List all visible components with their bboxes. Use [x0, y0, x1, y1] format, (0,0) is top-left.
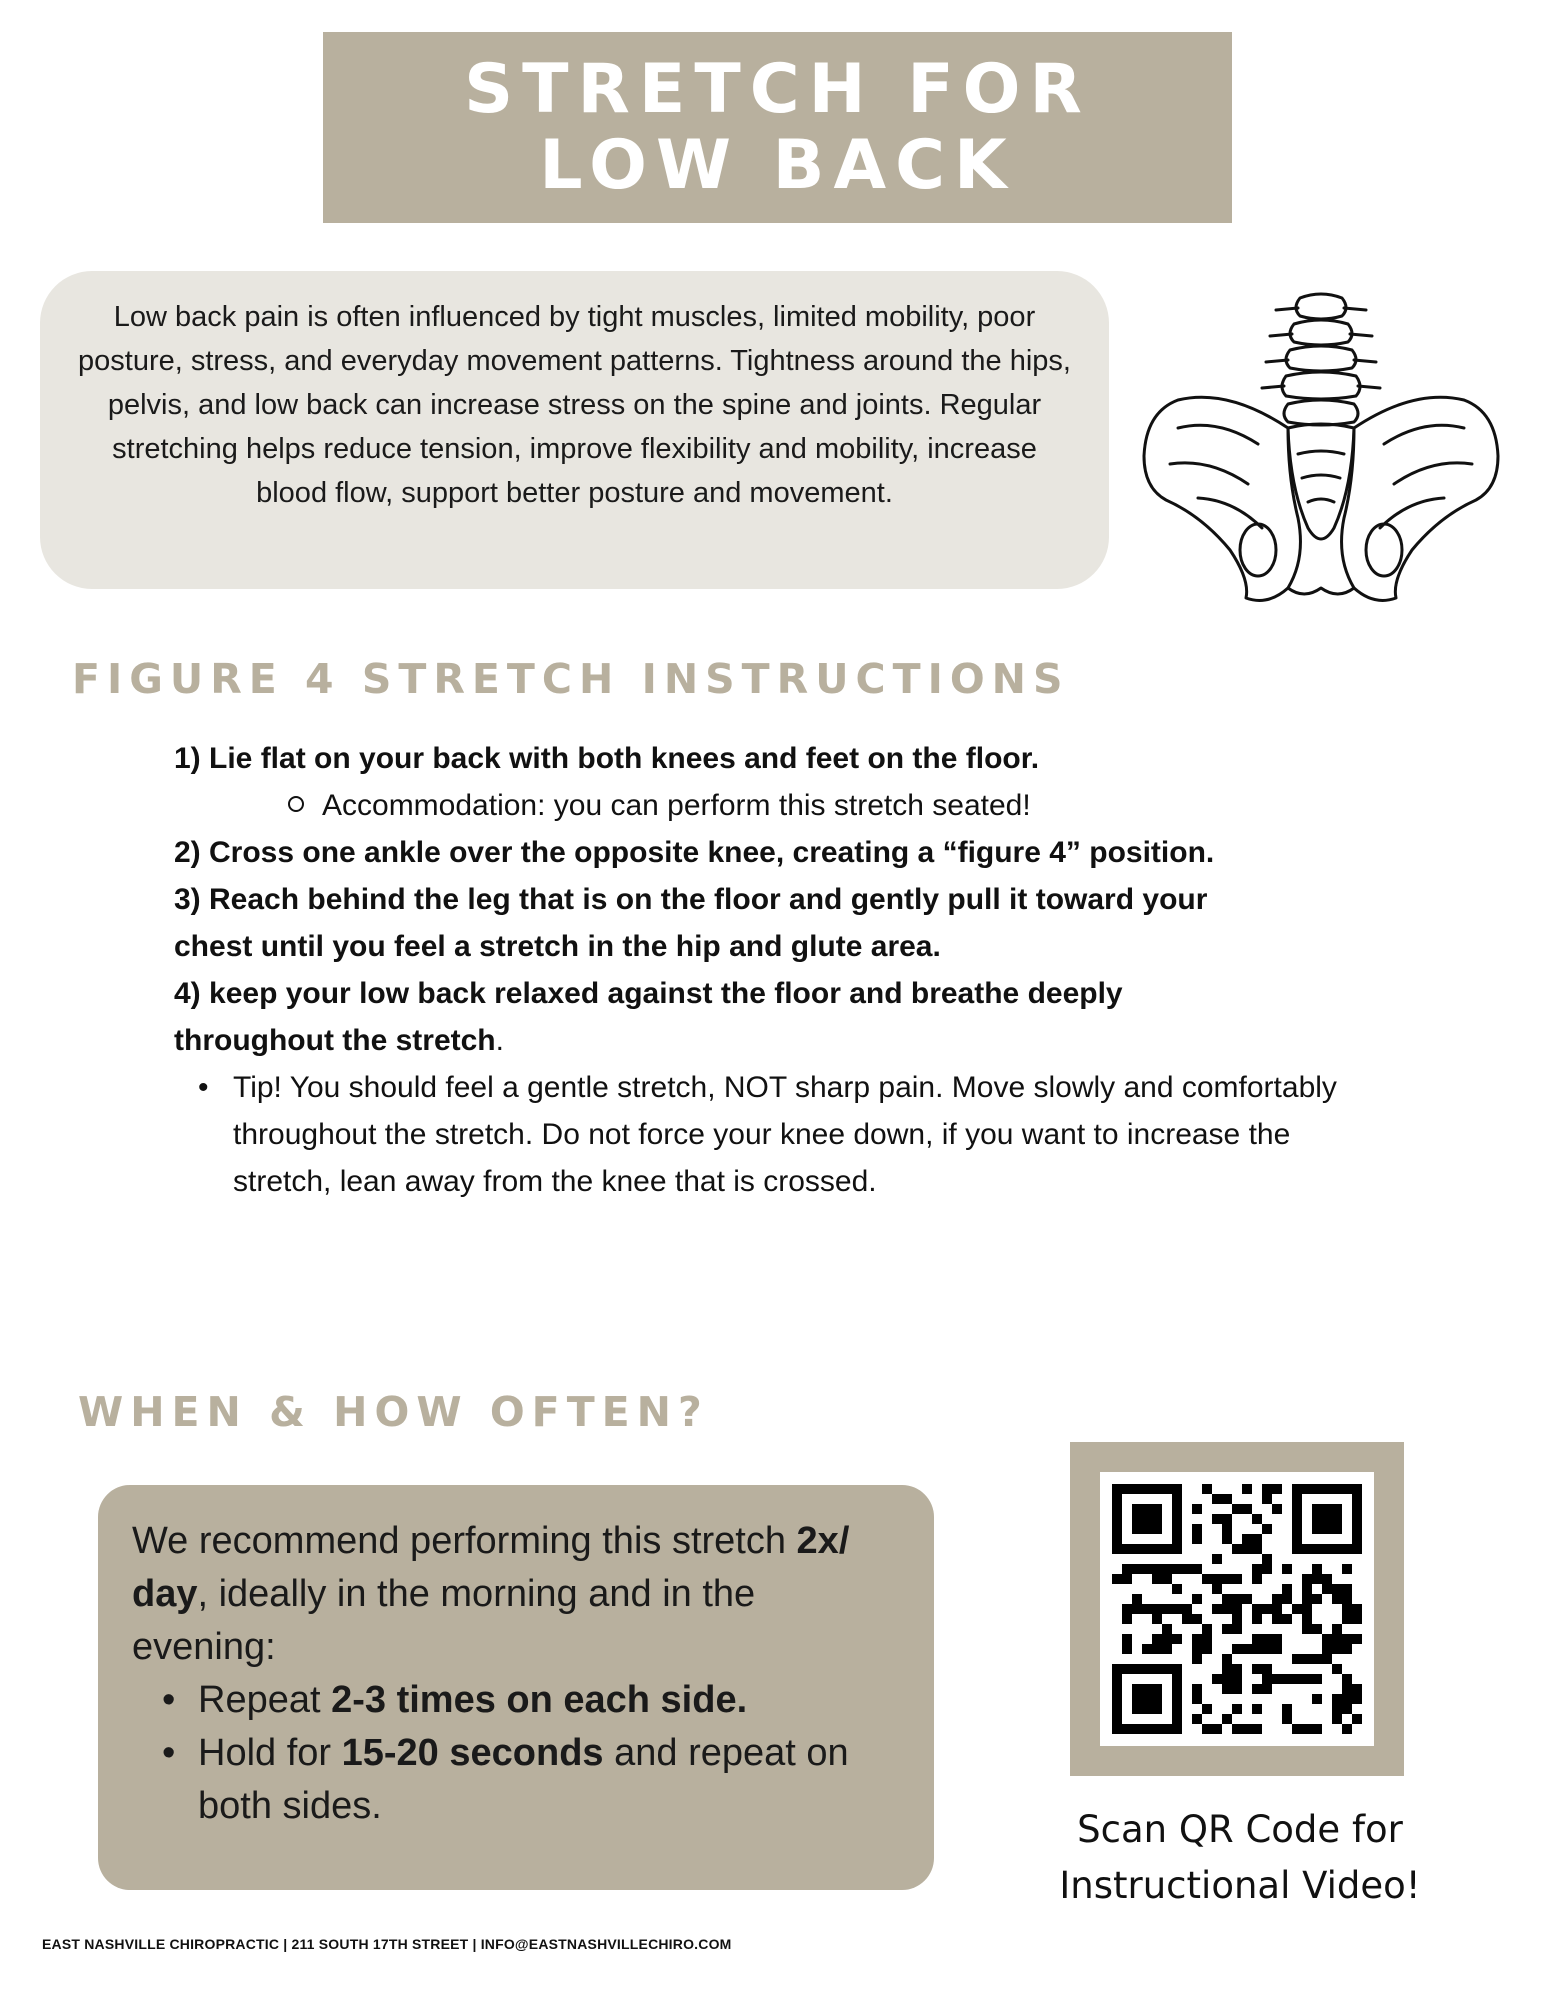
frequency-bullet-1: •	[162, 1679, 176, 1721]
frequency-intro-bold: 2x/ day	[132, 1520, 850, 1615]
accommodation-text: Accommodation: you can perform this stretch seated!	[322, 789, 1031, 822]
step-4-wrap	[174, 970, 1264, 1064]
tip-item	[174, 1064, 1374, 1205]
frequency-item-2-pre: Hold for	[198, 1732, 342, 1774]
frequency-heading: WHEN & HOW OFTEN?	[78, 1388, 709, 1436]
tip-bullet: •	[198, 1071, 209, 1104]
footer-contact: EAST NASHVILLE CHIROPRACTIC | 211 SOUTH 17TH STREET | INFO@EASTNASHVILLECHIRO.COM	[42, 1936, 732, 1952]
step-4-period: .	[495, 1024, 504, 1057]
frequency-item-1-pre: Repeat	[198, 1679, 332, 1721]
frequency-list	[132, 1674, 900, 1833]
frequency-panel	[98, 1485, 934, 1890]
frequency-item-2-post: and repeat on both sides.	[198, 1732, 849, 1827]
qr-frame	[1070, 1442, 1404, 1776]
frequency-intro-pre: We recommend performing this stretch	[132, 1520, 797, 1562]
frequency-intro	[132, 1515, 900, 1674]
step-3: 3) Reach behind the leg that is on the floor and gently pull it toward your chest until you feel a stretch in the hip and glute area.	[174, 883, 1208, 963]
title-line-1: STRETCH FOR	[464, 49, 1091, 129]
qr-caption-line-1: Scan QR Code for	[1077, 1808, 1403, 1851]
qr-caption-line-2: Instructional Video!	[1059, 1864, 1421, 1907]
step-2: 2) Cross one ankle over the opposite knee, creating a “figure 4” position.	[174, 836, 1215, 869]
instructions-heading: FIGURE 4 STRETCH INSTRUCTIONS	[72, 655, 1070, 703]
frequency-item-2	[162, 1727, 900, 1833]
tip-text: Tip! You should feel a gentle stretch, NOT sharp pain. Move slowly and comfortably throughout the stretch. Do not force your knee down, if you want to increase the stretch, lean away from the knee that is crossed.	[233, 1071, 1337, 1198]
title-line-2: LOW BACK	[539, 125, 1016, 205]
frequency-intro-post: , ideally in the morning and in the evening:	[132, 1573, 756, 1668]
title-banner	[323, 32, 1232, 223]
step-4: 4) keep your low back relaxed against the floor and breathe deeply throughout the stretch	[174, 977, 1123, 1057]
instructions-list	[174, 735, 1374, 1205]
frequency-item-2-bold: 15-20 seconds	[341, 1732, 604, 1774]
intro-text: Low back pain is often influenced by tight muscles, limited mobility, poor posture, stress, and everyday movement patterns. Tightness around the hips, pelvis, and low back can increase stress on the spine and joints. Regular stretching helps reduce tension, improve flexibility and mobility, increase blood flow, support better posture and movement.	[78, 301, 1071, 509]
frequency-item-1-bold: 2-3 times on each side.	[331, 1679, 748, 1721]
qr-code-icon[interactable]	[1112, 1484, 1362, 1734]
pelvis-illustration	[1138, 288, 1504, 610]
frequency-item-1	[162, 1674, 900, 1727]
step-1: 1) Lie flat on your back with both knees and feet on the floor.	[174, 742, 1040, 775]
intro-panel	[40, 271, 1109, 589]
qr-panel	[1100, 1472, 1374, 1746]
accommodation-list	[174, 782, 1374, 829]
qr-caption	[1020, 1802, 1460, 1914]
accommodation-item	[288, 782, 1374, 829]
frequency-bullet-2: •	[162, 1732, 176, 1774]
